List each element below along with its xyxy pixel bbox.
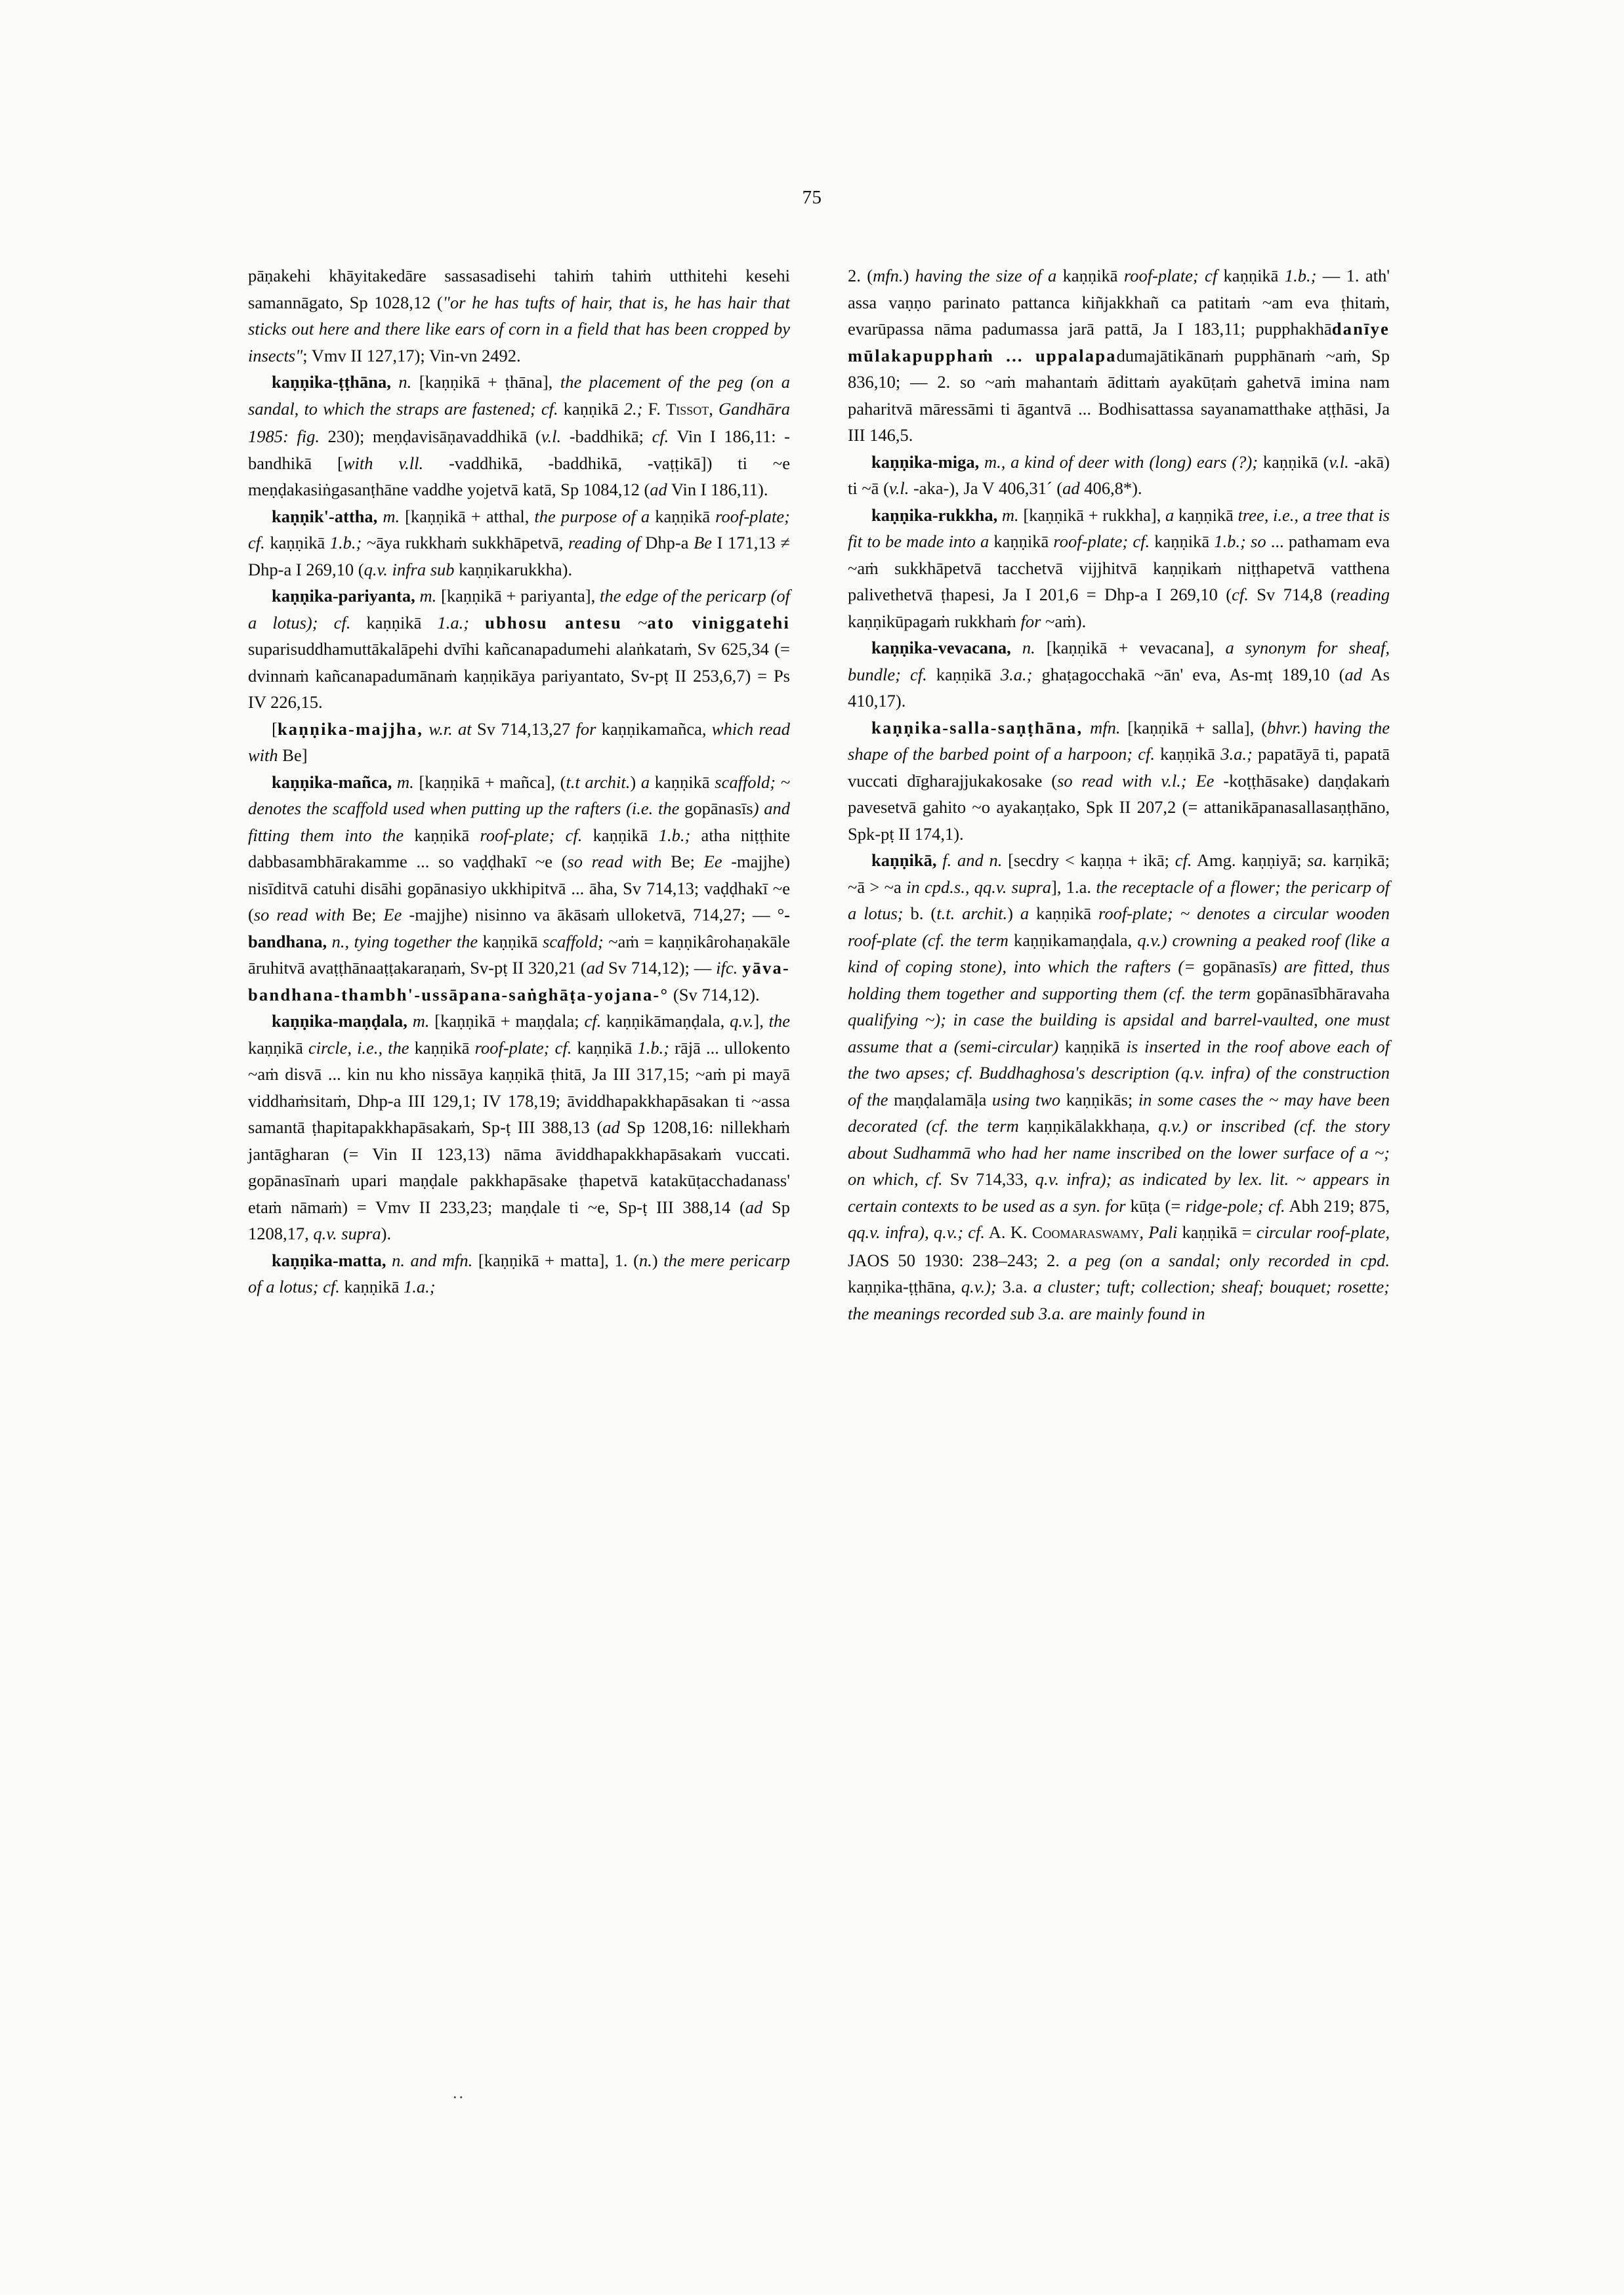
- paragraph-entry: kaṇṇika-matta, n. and mfn. [kaṇṇikā + matta], 1. (n.) the mere pericarp of a lotus; cf. kaṇṇikā 1.a.;: [248, 1250, 791, 1296]
- right-column: [848, 262, 1390, 1327]
- paragraph-entry: kaṇṇika-maṇḍala, m. [kaṇṇikā + maṇḍala; cf. kaṇṇikāmaṇḍala, q.v.], the kaṇṇikā circle, i.e., the kaṇṇikā roof-plate; cf. kaṇṇikā 1.b.; rājā ... ullokento ~aṁ disvā ... kin nu kho nissāya kaṇṇikā ṭhitā, Ja III 317,15; ~aṁ pi mayā viddhaṁsitaṁ, Dhp-a III 129,1; IV 178,19; āviddhapakkhapāsakan ti ~assa samantā ṭhapitapakkhapāsakaṁ, Sp-ṭ III 388,13 (ad Sp 1208,16: nillekhaṁ jantāgharan (= Vin II 123,13) nāma āviddhapakkhapāsakaṁ vuccati. gopānasīnaṁ upari maṇḍale pakkhapāsake ṭhapetvā katakūṭacchadanass' etaṁ nāmaṁ) = Vmv II 233,23; maṇḍale ti ~e, Sp-ṭ III 388,14 (ad Sp 1208,17, q.v. supra).: [248, 1011, 791, 1243]
- page-number: 75: [802, 187, 822, 208]
- paragraph-entry: [kaṇṇika-majjha, w.r. at Sv 714,13,27 for kaṇṇikamañca, which read with Be]: [248, 718, 790, 765]
- paragraph-entry: kaṇṇika-pariyanta, m. [kaṇṇikā + pariyanta], the edge of the pericarp (of a lotus); cf. kaṇṇikā 1.a.; ubhosu antesu ~ato viniggatehi suparisuddhamuttākalāpehi dvīhi kañcanapadumehi alaṅkataṁ, Sv 625,34 (= dvinnaṁ kañcanapadumānaṁ kaṇṇikāya pariyantato, Sv-pṭ II 253,6,7) = Ps IV 226,15.: [248, 586, 791, 712]
- paragraph-entry: kaṇṇikā, f. and n. [secdry < kaṇṇa + ikā; cf. Amg. kaṇṇiyā; sa. karṇikā; ~ā > ~a in cpd.s., qq.v. supra], 1.a. the receptacle of a flower; the pericarp of a lotus; b. (t.t. archit.) a kaṇṇikā roof-plate; ~ denotes a circular wooden roof-plate (cf. the term kaṇṇikamaṇḍala, q.v.) crowning a peaked roof (like a kind of coping stone), into which the rafters (= gopānasīs) are fitted, thus holding them together and supporting them (cf. the term gopānasībhāravaha qualifying ~); in case the building is apsidal and barrel-vaulted, one must assume that a (semi-circular) kaṇṇikā is inserted in the roof above each of the two apses; cf. Buddhaghosa's description (q.v. infra) of the construction of the maṇḍalamāḷa using two kaṇṇikās; in some cases the ~ may have been decorated (cf. the term kaṇṇikālakkhaṇa, q.v.) or inscribed (cf. the story about Sudhammā who had her name inscribed on the lower surface of a ~; on which, cf. Sv 714,33, q.v. infra); as indicated by lex. lit. ~ appears in certain contexts to be used as a syn. for kūṭa (= ridge-pole; cf. Abh 219; 875, qq.v. infra), q.v.; cf. A. K. Coomaraswamy, Pali kaṇṇikā = circular roof-plate, JAOS 50 1930: 238–243; 2. a peg (on a sandal; only recorded in cpd. kaṇṇika-ṭṭhāna, q.v.); 3.a. a cluster; tuft; collection; sheaf; bouquet; rosette; the meanings recorded sub 3.a. are mainly found in: [848, 850, 1390, 1323]
- paragraph-entry: 2. (mfn.) having the size of a kaṇṇikā roof-plate; cf kaṇṇikā 1.b.; — 1. ath' assa vaṇṇo parinato pattanca kiñjakkhañ ca patitaṁ ~am eva ṭhitaṁ, evarūpassa nāma padumassa jarā pattā, Ja I 183,11; pupphakhādanīye mūlakapupphaṁ ... uppalapadumajātikānaṁ pupphānaṁ ~aṁ, Sp 836,10; — 2. so ~aṁ mahantaṁ ādittaṁ ayakūṭaṁ gahetvā imina nam paharitvā māressāmi ti āgantvā ... Bodhisattassa sayanamatthake aṭṭhāsi, Ja III 146,5.: [848, 266, 1390, 445]
- paragraph-entry: kaṇṇika-rukkha, m. [kaṇṇikā + rukkha], a kaṇṇikā tree, i.e., a tree that is fit to be made into a kaṇṇikā roof-plate; cf. kaṇṇikā 1.b.; so ... pathamam eva ~aṁ sukkhāpetvā tacchetvā vijjhitvā kaṇṇikaṁ niṭṭhapetvā vatthena palivethetvā ṭhapesi, Ja I 201,6 = Dhp-a I 269,10 (cf. Sv 714,8 (reading kaṇṇikūpagaṁ rukkhaṁ for ~aṁ).: [848, 505, 1390, 631]
- left-column: [248, 262, 790, 1327]
- paragraph-entry: kaṇṇika-mañca, m. [kaṇṇikā + mañca], (t.t archit.) a kaṇṇikā scaffold; ~ denotes the scaffold used when putting up the rafters (i.e. the gopānasīs) and fitting them into the kaṇṇikā roof-plate; cf. kaṇṇikā 1.b.; atha niṭṭhite dabbasambhārakamme ... so vaḍḍhakī ~e (so read with Be; Ee -majjhe) nisīditvā catuhi disāhi gopānasiyo ukkhipitvā ... āha, Sv 714,13; vaḍḍhakī ~e (so read with Be; Ee -majjhe) nisinno va ākāsaṁ ulloketvā, 714,27; — °-bandhana, n., tying together the kaṇṇikā scaffold; ~aṁ = kaṇṇikârohaṇakāle āruhitvā avaṭṭhānaaṭṭakaraṇaṁ, Sv-pṭ II 320,21 (ad Sv 714,12); — ifc. yāva-bandhana-thambh'-ussāpana-saṅghāṭa-yojana-° (Sv 714,12).: [248, 772, 791, 1004]
- paragraph-entry: kaṇṇik'-attha, m. [kaṇṇikā + atthal, the purpose of a kaṇṇikā roof-plate; cf. kaṇṇikā 1.b.; ~āya rukkhaṁ sukkhāpetvā, reading of Dhp-a Be I 171,13 ≠ Dhp-a I 269,10 (q.v. infra sub kaṇṇikarukkha).: [248, 506, 790, 579]
- scan-artifact-dots: ..: [453, 2083, 465, 2102]
- two-column-body: [248, 262, 1390, 1327]
- paragraph-entry: pāṇakehi khāyitakedāre sassasadisehi tahiṁ tahiṁ utthitehi kesehi samannāgato, Sp 1028,12 ("or he has tufts of hair, that is, he has hair that sticks out here and there like ears of corn in a field that has been cropped by insects"; Vmv II 127,17); Vin-vn 2492.: [248, 266, 790, 365]
- paragraph-entry: kaṇṇika-miga, m., a kind of deer with (long) ears (?); kaṇṇikā (v.l. -akā) ti ~ā (v.l. -aka-), Ja V 406,31´ (ad 406,8*).: [848, 451, 1390, 498]
- paragraph-entry: kaṇṇika-ṭṭhāna, n. [kaṇṇikā + ṭhāna], the placement of the peg (on a sandal, to which the straps are fastened; cf. kaṇṇikā 2.; F. Tissot, Gandhāra 1985: fig. 230); meṇḍavisāṇavaddhikā (v.l. -baddhikā; cf. Vin I 186,11: -bandhikā [with v.ll. -vaddhikā, -baddhikā, -vaṭṭikā]) ti ~e meṇḍakasiṅgasanṭhāne vaddhe yojetvā katā, Sp 1084,12 (ad Vin I 186,11).: [248, 372, 790, 499]
- paragraph-entry: kaṇṇika-vevacana, n. [kaṇṇikā + vevacana], a synonym for sheaf, bundle; cf. kaṇṇikā 3.a.; ghaṭagocchakā ~ān' eva, As-mṭ 189,10 (ad As 410,17).: [848, 638, 1390, 711]
- paragraph-entry: kaṇṇika-salla-saṇṭhāna, mfn. [kaṇṇikā + salla], (bhvr.) having the shape of the barbed point of a harpoon; cf. kaṇṇikā 3.a.; papatāyā ti, papatā vuccati dīgharajjukakosake (so read with v.l.; Ee -koṭṭhāsake) daṇḍakaṁ pavesetvā gahito ~o ayakaṇṭako, Spk II 207,2 (= attanikāpanasallasaṇṭhāno, Spk-pṭ II 174,1).: [848, 717, 1390, 844]
